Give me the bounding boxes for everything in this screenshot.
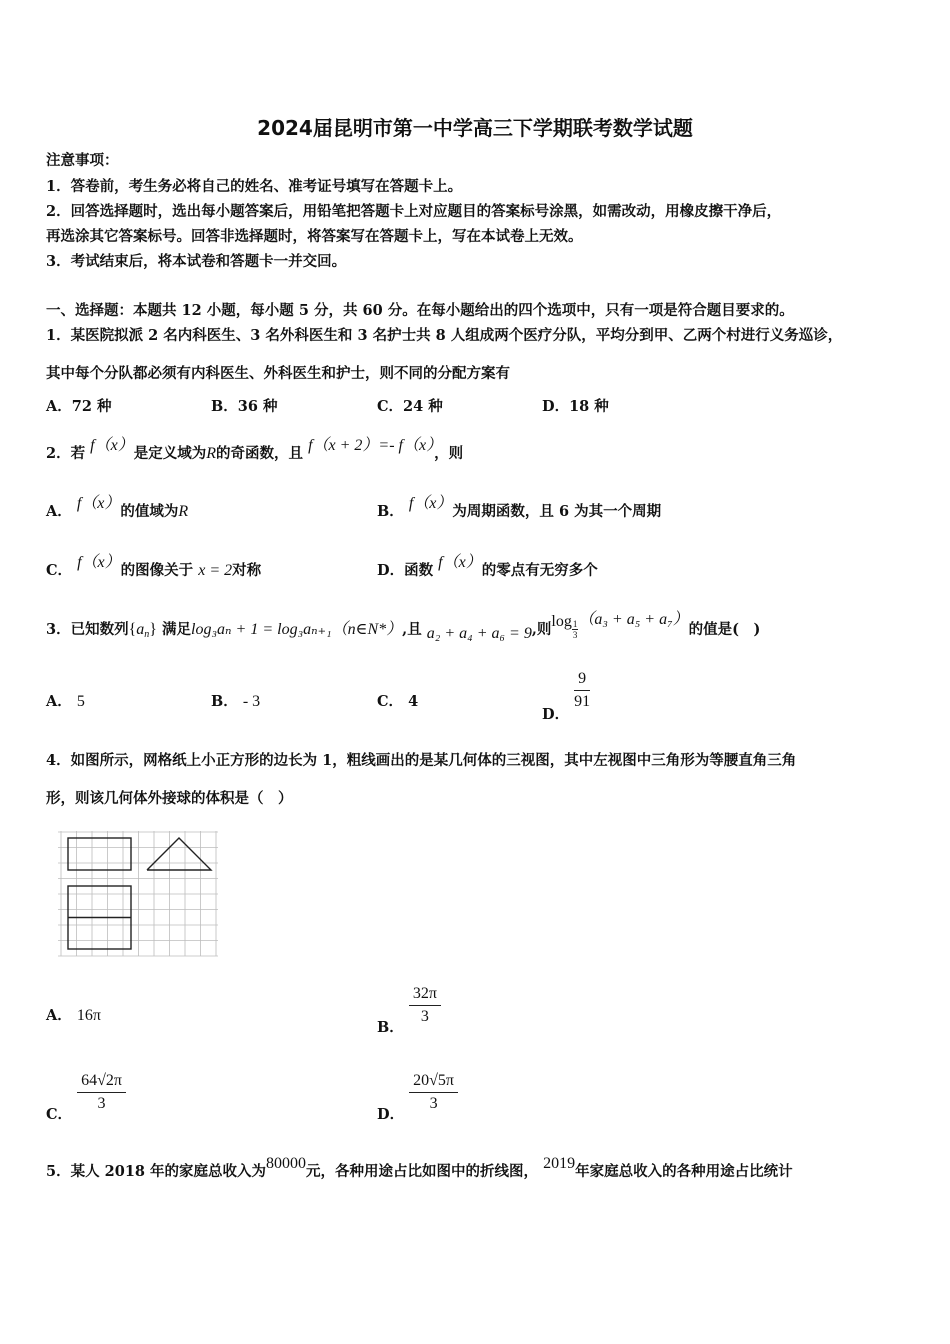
q2-a-r: R [178,503,189,520]
q5-year: 2019 [543,1155,576,1172]
q4-option-a: A． 16π [46,1007,101,1024]
section-heading: 一、选择题：本题共 12 小题，每小题 5 分，共 60 分。在每小题给出的四个选项中，只有一项是符合题目要求的。 [46,302,794,319]
q4-b-fraction: $\frac{32\pi}{3}$ [409,983,441,1028]
q2-c-end: 对称 [232,562,262,579]
notice-heading: 注意事项： [46,152,119,169]
notice-item: 1．答卷前，考生务必将自己的姓名、准考证号填写在答题卡上。 [46,178,463,195]
q5-pre: 5．某人 2018 年的家庭总收入为 [46,1163,267,1180]
q1-option-b: B．36 种 [211,398,278,415]
q2-option-a [46,495,189,522]
q2-option-c [46,554,262,581]
top-view [68,886,131,949]
q5-end: 年家庭总收入的各种用途占比统计 [575,1163,793,1180]
front-view [68,838,131,870]
q3-d-fraction: $\frac{9}{91}$ [574,670,591,710]
q2-fx: f（x） [90,437,134,454]
q3-option-d: D． $\frac{9}{91}$ [542,670,591,723]
side-view [147,838,211,870]
question-4-line2: 形，则该几何体外接球的体积是（ ） [46,790,293,807]
three-view-figure [58,830,220,958]
q3-mid3: ,则 [531,621,552,638]
q4-option-b: B． $\frac{32\pi}{3}$ [377,983,441,1028]
q2-a-label: A． [46,503,72,520]
page-title: 2024届昆明市第一中学高三下学期联考数学试题 [257,116,693,140]
q2-option-d [377,554,598,581]
q2-b-text: 为周期函数，且 6 为其一个周期 [452,503,662,520]
q4-c-fraction: $\frac{64√2\pi}{3}$ [77,1070,126,1115]
q3-end: 的值是( ) [688,621,761,638]
q3-condition: log₃aₙ + 1 = log₃aₙ₊₁（n∈N*） [191,621,403,638]
q2-equation: f（x + 2）=- f（x） [308,437,435,454]
q3-mid: 满足 [162,621,192,638]
notice-item: 3．考试结束后，将本试卷和答题卡一并交回。 [46,253,347,270]
q4-option-d: D． $\frac{20√5\pi}{3}$ [377,1070,458,1115]
q2-d-label: D． [377,562,405,579]
q2-number: 2．若 [46,445,86,462]
q3-pre: 3．已知数列 [46,621,129,638]
q2-c-eq: x = 2 [198,562,233,579]
notice-item: 再选涂其它答案标号。回答非选择题时，将答案写在答题卡上，写在本试卷上无效。 [46,228,583,245]
q2-c-label: C． [46,562,73,579]
grid-lines [58,831,218,956]
q1-option-c: C．24 种 [377,398,443,415]
q3-condition2: a₂ + a₄ + a₆ = 9 [426,625,532,642]
question-2 [46,437,464,464]
q4-d-fraction: $\frac{20√5\pi}{3}$ [409,1070,458,1115]
question-1-line2: 其中每个分队都必须有内科医生、外科医生和护士，则不同的分配方案有 [46,365,510,382]
q3-option-a: A． 5 [46,693,85,710]
question-5 [46,1155,793,1182]
q3-mid2: ,且 [402,621,422,638]
q2-c-text: 的图像关于 [120,562,194,579]
question-1-line1: 1．某医院拟派 2 名内科医生、3 名外科医生和 3 名护士共 8 人组成两个医疗分队，平均分到甲、乙两个村进行义务巡诊， [46,327,843,344]
notice-item: 2．回答选择题时，选出每小题答案后，用铅笔把答题卡上对应题目的答案标号涂黑，如需改动，用橡皮擦干净后， [46,203,782,220]
q2-a-text: 的值域为 [120,503,179,520]
q2-c-fx: f（x） [77,554,121,571]
q2-d-pre: 函数 [404,562,434,579]
q2-b-fx: f（x） [408,495,453,512]
q3-log-base: $\frac{1}{3}$ [572,619,578,640]
q2-a-fx: f（x） [76,495,121,512]
q4-option-c: C． $\frac{64√2\pi}{3}$ [46,1070,126,1115]
q2-option-b [377,495,662,522]
q1-option-a: A．72 种 [46,398,112,415]
q5-mid: 元，各种用途占比如图中的折线图， [306,1163,539,1180]
q3-option-c: C． 4 [377,693,419,710]
q3-log: log $\frac{1}{3}$ [551,613,578,640]
question-4-line1: 4．如图所示，网格纸上小正方形的边长为 1，粗线画出的是某几何体的三视图，其中左视图中三角形为等腰直角三角 [46,752,797,769]
q3-seq: $\{a_n\}$ [128,621,157,640]
q2-d-text: 的零点有无穷多个 [481,562,598,579]
q2-end: ，则 [434,445,464,462]
question-3 [46,611,761,648]
q2-r: R [206,445,216,462]
q3-option-b: B． - 3 [211,693,261,710]
q5-amount: 80000 [266,1155,307,1172]
q2-mid1: 是定义域为 [133,445,207,462]
q1-option-d: D．18 种 [542,398,609,415]
q2-d-fx: f（x） [438,554,482,571]
q3-expr: （a₃ + a₅ + a₇） [578,611,689,628]
q2-b-label: B． [377,503,404,520]
q2-mid2: 的奇函数，且 [216,445,303,462]
